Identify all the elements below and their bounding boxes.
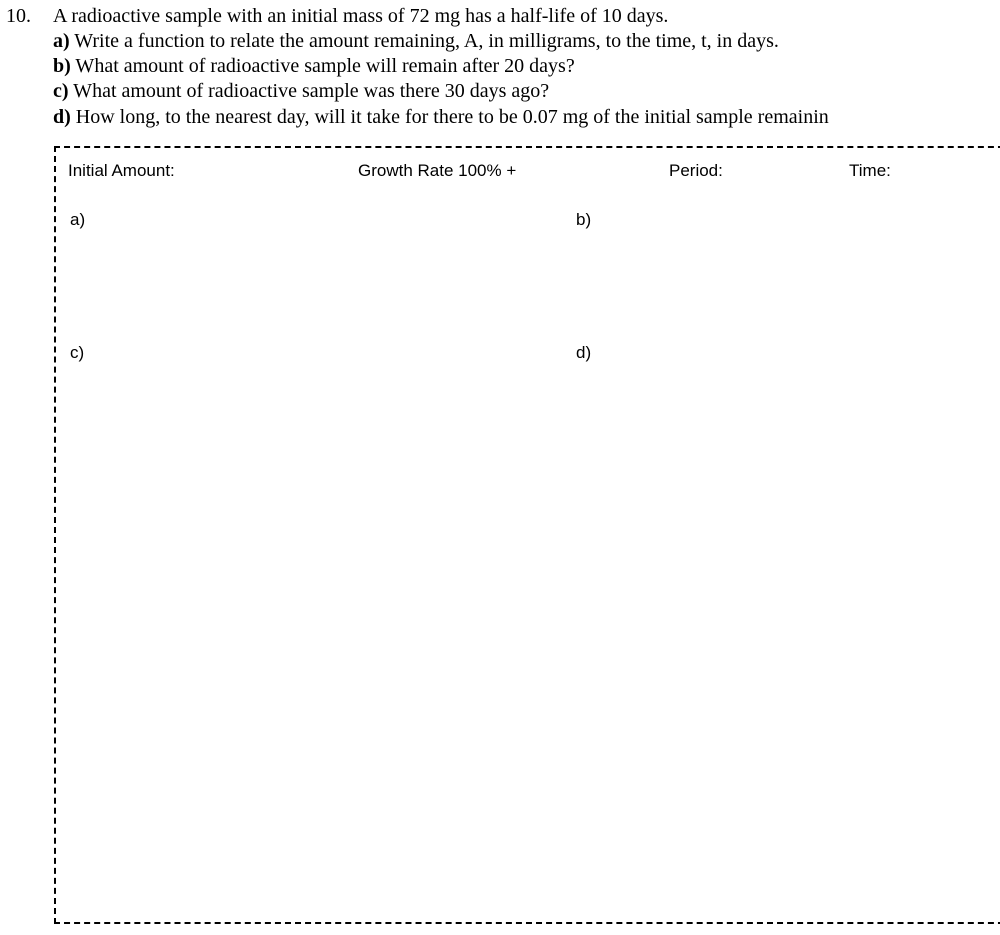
answer-label-c: c)	[70, 343, 85, 362]
part-c-text: What amount of radioactive sample was there 30 days ago?	[68, 80, 550, 102]
part-c-label: c)	[53, 80, 69, 102]
question-stem: A radioactive sample with an initial mass of 72 mg has a half-life of 10 days.	[53, 5, 669, 27]
answer-label-a: a)	[70, 210, 86, 229]
initial-amount-header: Initial Amount:	[68, 161, 175, 180]
question-block	[0, 0, 1000, 140]
part-d-label: d)	[53, 106, 71, 128]
part-b-label: b)	[53, 55, 71, 77]
growth-rate-header: Growth Rate 100% +	[358, 161, 517, 180]
period-header: Period:	[669, 161, 723, 180]
part-b-text: What amount of radioactive sample will remain after 20 days?	[70, 55, 575, 77]
question-number: 10.	[6, 5, 31, 27]
answer-label-d: d)	[576, 343, 592, 362]
question-part-c	[53, 79, 549, 104]
answer-label-b: b)	[576, 210, 592, 229]
answer-work-area	[54, 146, 1000, 924]
time-header: Time:	[849, 161, 891, 180]
question-part-a	[53, 29, 779, 54]
part-a-text: Write a function to relate the amount remaining, A, in milligrams, to the time, t, in days.	[69, 30, 779, 52]
part-d-text: How long, to the nearest day, will it take for there to be 0.07 mg of the initial sample remainin	[70, 106, 829, 128]
part-a-label: a)	[53, 30, 70, 52]
question-part-b	[53, 54, 575, 79]
question-part-d	[53, 105, 829, 130]
